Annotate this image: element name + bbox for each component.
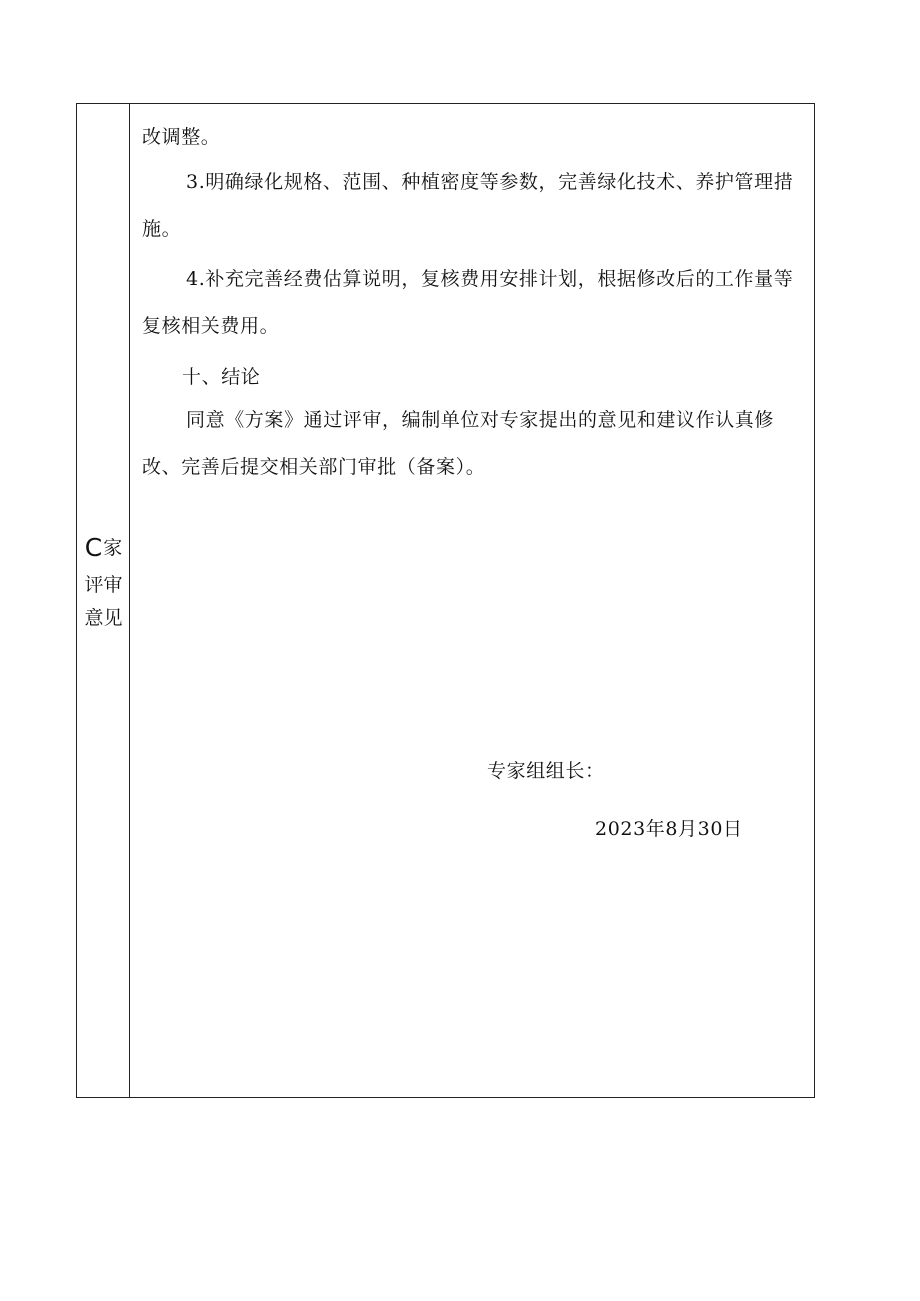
section-title-conclusion: 十、结论 [182,366,261,388]
opinion-line-1: 改调整。 [142,126,221,148]
conclusion-line-2: 改、完善后提交相关部门审批（备案）。 [142,456,486,478]
label-letter-c: C [84,533,103,562]
review-form-table [76,103,815,1098]
item4-line-2: 复核相关费用。 [142,315,280,337]
opinion-content [130,104,814,1097]
label-line-2: 评审 [84,574,123,596]
conclusion-line-1: 同意《方案》通过评审，编制单位对专家提出的意见和建议作认真修 [186,409,775,431]
item3-line-1: 3.明确绿化规格、范围、种植密度等参数，完善绿化技术、养护管理措 [186,171,794,193]
label-text-jia: 家 [103,537,123,559]
label-column [77,104,130,1097]
label-line-1 [77,533,130,562]
item3-line-2: 施。 [142,218,182,240]
item4-line-1: 4.补充完善经费估算说明，复核费用安排计划，根据修改后的工作量等 [186,268,794,290]
expert-leader-label: 专家组组长： [487,760,605,782]
signature-date: 2023年8月30日 [595,818,743,840]
label-line-3: 意见 [84,607,123,629]
